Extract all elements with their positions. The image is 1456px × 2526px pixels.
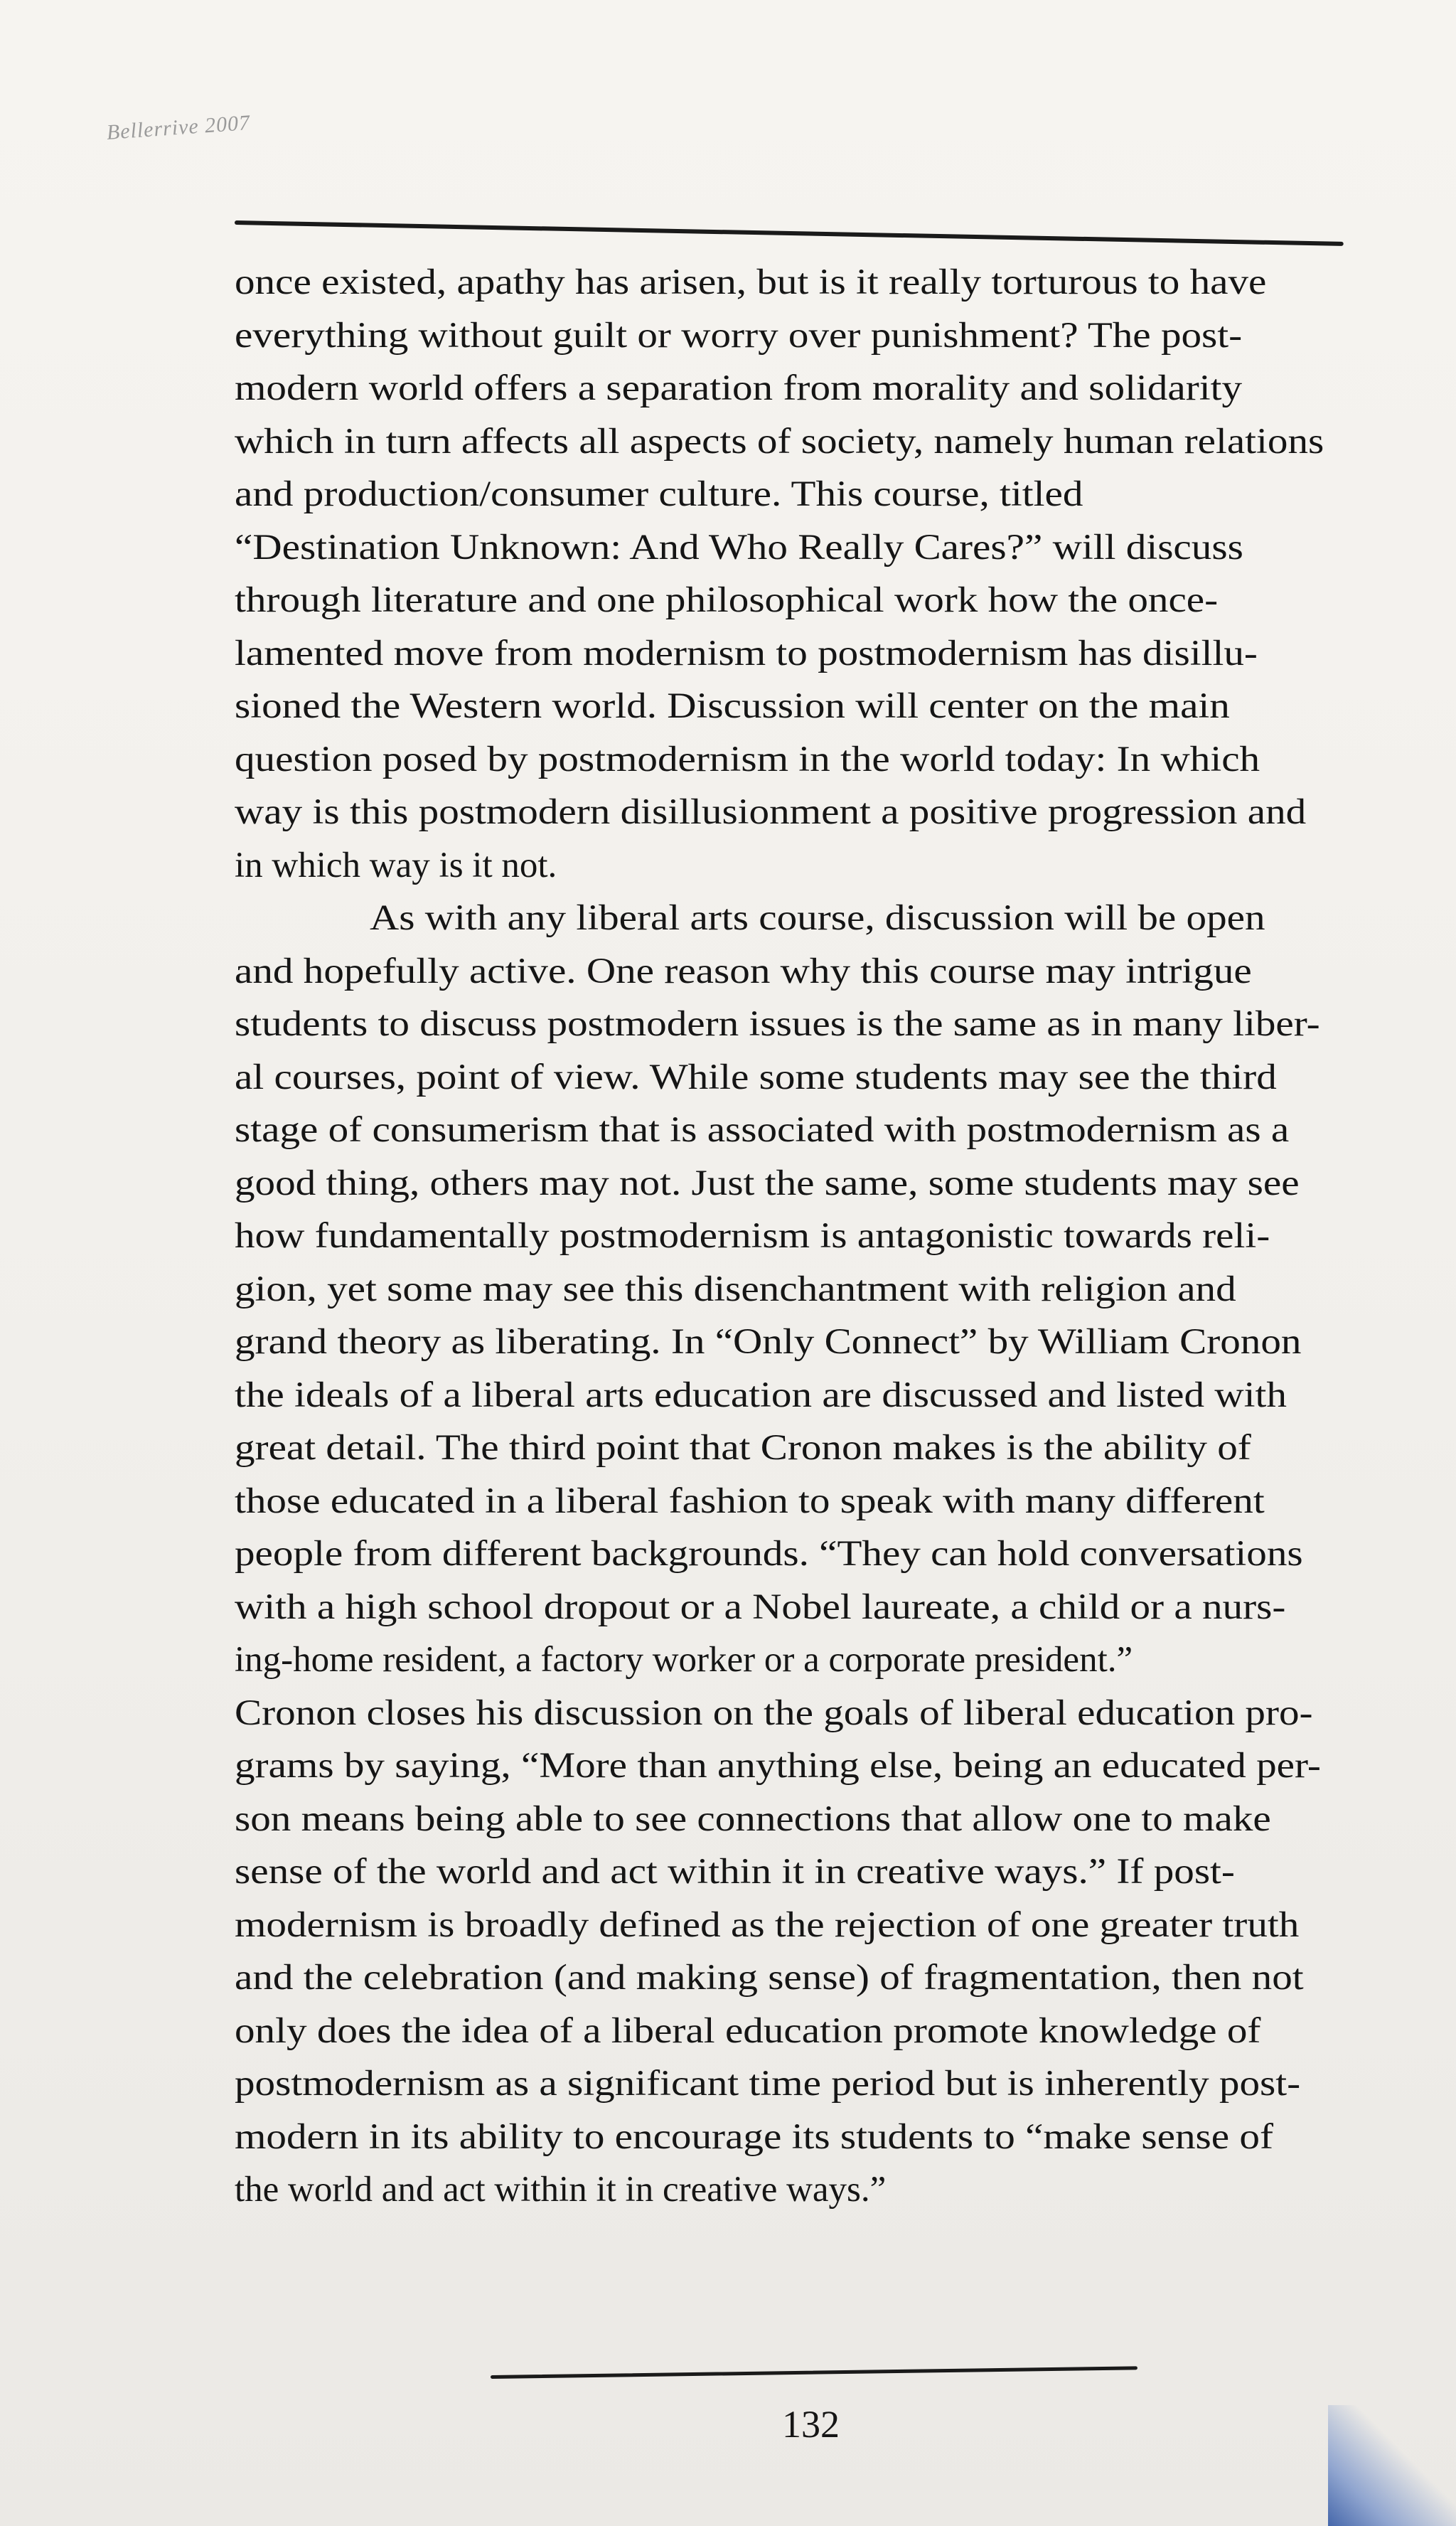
text-line: and hopefully active. One reason why this course may intrigue [235, 951, 1252, 991]
text-line: which in turn affects all aspects of society, namely human relations [235, 421, 1324, 462]
text-line: with a high school dropout or a Nobel laureate, a child or a nurs- [235, 1587, 1286, 1627]
text-line: and production/consumer culture. This course, titled [235, 474, 1083, 514]
top-rule [235, 220, 1344, 246]
text-line: modern world offers a separation from morality and solidarity [235, 368, 1243, 408]
text-line: the world and act within it in creative ways.” [235, 2170, 887, 2210]
text-line: modern in its ability to encourage its students to “make sense of [235, 2116, 1274, 2157]
page-corner-shadow [1328, 2405, 1456, 2526]
text-line: how fundamentally postmodernism is antagonistic towards reli- [235, 1216, 1270, 1256]
page-number: 132 [782, 2403, 840, 2446]
text-line: stage of consumerism that is associated with postmodernism as a [235, 1110, 1290, 1150]
text-line: As with any liberal arts course, discussion will be open [370, 898, 1265, 938]
text-line: only does the idea of a liberal education promote knowledge of [235, 2010, 1261, 2051]
body-text [235, 256, 1344, 2217]
text-line: grams by saying, “More than anything else, being an educated per- [235, 1746, 1321, 1786]
text-line: way is this postmodern disillusionment a positive progression and [235, 792, 1307, 832]
text-line: postmodernism as a significant time period but is inherently post- [235, 2064, 1301, 2104]
text-line: once existed, apathy has arisen, but is it really torturous to have [235, 262, 1267, 302]
text-line: ing-home resident, a factory worker or a corporate president.” [235, 1640, 1133, 1680]
text-line: and the celebration (and making sense) of fragmentation, then not [235, 1958, 1304, 1998]
text-line: everything without guilt or worry over punishment? The post- [235, 315, 1243, 356]
text-line: question posed by postmodernism in the world today: In which [235, 739, 1260, 779]
text-line: in which way is it not. [235, 845, 557, 885]
text-line: people from different backgrounds. “They can hold conversations [235, 1534, 1303, 1574]
text-line: son means being able to see connections that allow one to make [235, 1798, 1271, 1839]
running-head: Bellerrive 2007 [105, 110, 252, 144]
text-line: gion, yet some may see this disenchantment with religion and [235, 1269, 1236, 1309]
text-line: through literature and one philosophical work how the once- [235, 580, 1219, 620]
bottom-rule [491, 2366, 1138, 2379]
text-line: lamented move from modernism to postmodernism has disillu- [235, 633, 1258, 673]
text-line: Cronon closes his discussion on the goals of liberal education pro- [235, 1693, 1313, 1733]
text-line: sense of the world and act within it in creative ways.” If post- [235, 1852, 1235, 1892]
text-line: great detail. The third point that Cronon makes is the ability of [235, 1428, 1251, 1468]
text-line: students to discuss postmodern issues is the same as in many liber- [235, 1004, 1320, 1044]
text-line: those educated in a liberal fashion to speak with many different [235, 1481, 1265, 1521]
text-line: good thing, others may not. Just the same, some students may see [235, 1163, 1300, 1203]
text-line: modernism is broadly defined as the rejection of one greater truth [235, 1904, 1300, 1945]
text-line: “Destination Unknown: And Who Really Cares?” will discuss [235, 527, 1243, 567]
text-line: sioned the Western world. Discussion will center on the main [235, 686, 1230, 726]
text-line: al courses, point of view. While some students may see the third [235, 1057, 1277, 1097]
text-line: grand theory as liberating. In “Only Connect” by William Cronon [235, 1322, 1302, 1362]
text-line: the ideals of a liberal arts education are discussed and listed with [235, 1375, 1287, 1415]
